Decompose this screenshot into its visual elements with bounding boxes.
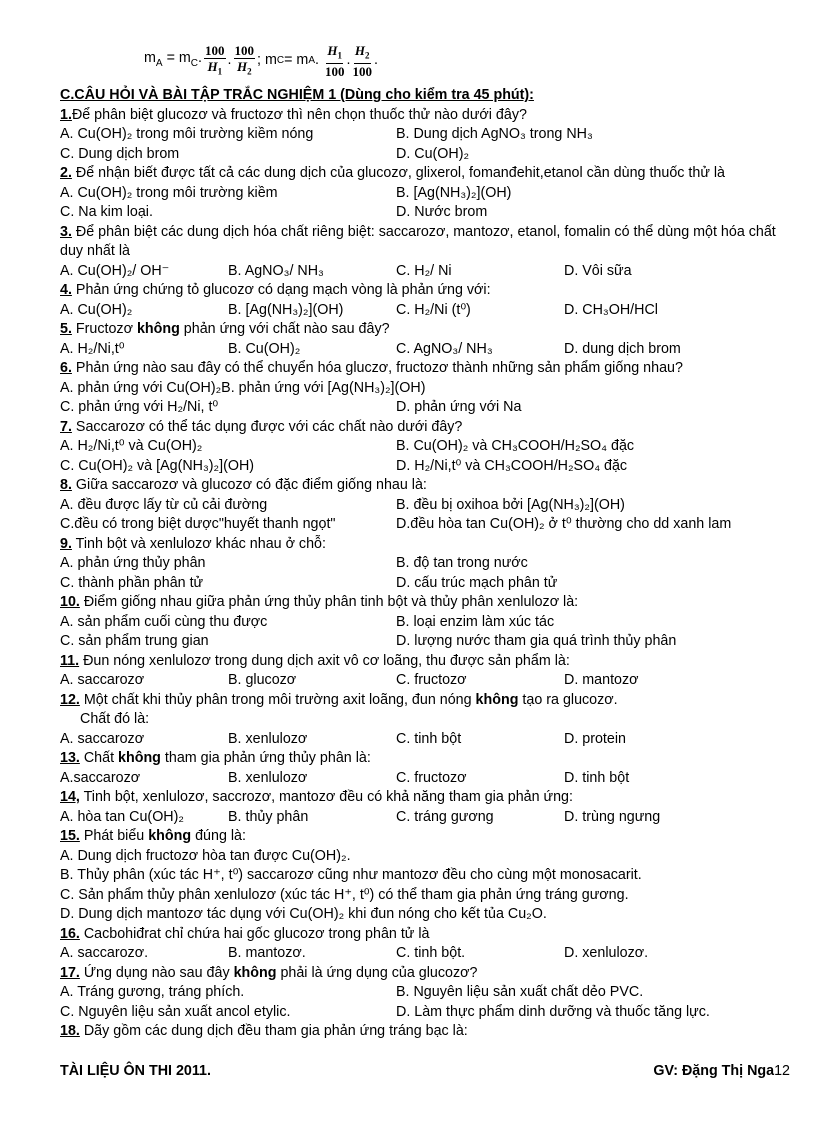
question-16: 16. Cacbohiđrat chỉ chứa hai gốc glucozơ trong phân tử là A. saccarozơ. B. mantozơ. C. tinh bột. D. xenlulozơ. [60, 925, 790, 964]
option-b: B. AgNO₃/ NH₃ [228, 262, 324, 279]
option-c: C. tinh bột [396, 730, 462, 747]
option-b: B. xenlulozơ [228, 769, 308, 786]
option-b: B. xenlulozơ [228, 730, 308, 747]
question-18: 18. Dãy gồm các dung dịch đều tham gia phản ứng tráng bạc là: [60, 1023, 468, 1039]
option-b: B. Nguyên liệu sản xuất chất dẻo PVC. [396, 984, 644, 1000]
option-b: B. Cu(OH)₂ [228, 340, 301, 357]
document-page [60, 38, 790, 1042]
option-d: D. trùng ngưng [564, 808, 661, 825]
option-c: C. phản ứng với H₂/Ni, t⁰ [60, 399, 219, 415]
question-9: 9. Tinh bột và xenlulozơ khác nhau ở chỗ: A. phản ứng thủy phân B. độ tan trong nước C. thành phần phân tử D. cấu trúc mạch phân tử [60, 535, 790, 594]
footer-author: GV: Đặng Thị Nga [653, 1063, 775, 1079]
option-a: A. Tráng gương, tráng phích. [60, 984, 245, 1000]
question-7: 7. Saccarozơ có thể tác dụng được với các chất nào dưới đây? A. H₂/Ni,t⁰ và Cu(OH)₂ B. Cu(OH)₂ và CH₃COOH/H₂SO₄ đặc C. Cu(OH)₂ và [Ag(NH₃)₂](OH) D. H₂/Ni,t⁰ và CH₃COOH/H₂SO₄ đặc [60, 418, 790, 477]
option-d: D. mantozơ [564, 672, 639, 688]
option-a: A. saccarozơ [60, 672, 145, 688]
fraction-100-h2: $\frac{100}{H_2}$ [234, 42, 254, 77]
option-d: D. phản ứng với Na [396, 399, 522, 415]
option-b: B. Cu(OH)₂ và CH₃COOH/H₂SO₄ đặc [396, 438, 635, 454]
option-c: C. Na kim loại. [60, 204, 153, 220]
option-b: B. Dung dịch AgNO₃ trong NH₃ [396, 126, 593, 142]
option-c: C. sản phẩm trung gian [60, 633, 209, 649]
option-a: A. saccarozơ. [60, 945, 149, 961]
option-b: B. độ tan trong nước [396, 555, 528, 571]
question-4: 4. Phản ứng chứng tỏ glucozơ có dạng mạch vòng là phản ứng với: A. Cu(OH)₂ B. [Ag(NH₃)₂](OH) C. H₂/Ni (t⁰) D. CH₃OH/HCl [60, 281, 790, 320]
question-10: 10. Điểm giống nhau giữa phản ứng thủy phân tinh bột và thủy phân xenlulozơ là: A. sản phẩm cuối cùng thu được B. loại enzim làm xúc tác C. sản phẩm trung gian D. lượng nước tham gia quá trình thủy phân [60, 593, 790, 652]
option-b: B. [Ag(NH₃)₂](OH) [396, 184, 512, 201]
option-d: D. CH₃OH/HCl [564, 301, 658, 318]
question-15: 15. Phát biểu không đúng là: A. Dung dịch fructozơ hòa tan được Cu(OH)₂. B. Thủy phân (xúc tác H⁺, t⁰) saccarozơ cũng như mantozơ đều cho cùng một monosacarit. C. Sản phẩm thủy phân xenlulozơ (xúc tác H⁺, t⁰) có thể tham gia phản ứng tráng gương. D. Dung dịch mantozơ tác dụng với Cu(OH)₂ khi đun nóng cho kết tủa Cu₂O. [60, 827, 790, 925]
question-17: 17. Ứng dụng nào sau đây không phải là ứng dụng của glucozơ? A. Tráng gương, tráng phích. B. Nguyên liệu sản xuất chất dẻo PVC. C. Nguyên liệu sản xuất ancol etylic. D. Làm thực phẩm dinh dưỡng và thuốc tăng lực. [60, 964, 790, 1023]
fraction-h2-100: $\frac{H_2}{100}$ [352, 42, 372, 80]
page-number: 12 [774, 1063, 790, 1079]
option-a: A. Cu(OH)₂/ OH⁻ [60, 262, 170, 279]
option-a: A. Cu(OH)₂ [60, 301, 133, 318]
option-d: D. Cu(OH)₂ [396, 145, 470, 162]
fraction-100-h1: $\frac{100}{H_1}$ [205, 42, 225, 77]
option-c: C. AgNO₃/ NH₃ [396, 340, 493, 357]
option-d: D. protein [564, 730, 626, 747]
option-c: C. H₂/ Ni [396, 262, 452, 279]
question-1: 1.Để phân biệt glucozơ và fructozơ thì nên chọn thuốc thử nào dưới đây? A. Cu(OH)₂ trong môi trường kiềm nóng B. Dung dịch AgNO₃ trong NH₃ C. Dung dịch brom D. Cu(OH)₂ [60, 106, 790, 165]
option-ab: A. phản ứng với Cu(OH)₂B. phản ứng với [Ag(NH₃)₂](OH) [60, 379, 426, 396]
question-13: 13. Chất không tham gia phản ứng thủy phân là: A.saccarozơ B. xenlulozơ C. fructozơ D. tinh bột [60, 749, 790, 788]
option-a: A. đều được lấy từ củ cải đường [60, 496, 268, 513]
option-b: B. Thủy phân (xúc tác H⁺, t⁰) saccarozơ cũng như mantozơ đều cho cùng một monosacarit. [60, 867, 642, 883]
option-d: D. Nước brom [396, 204, 488, 220]
question-8: 8. Giữa saccarozơ và glucozơ có đặc điểm giống nhau là: A. đều được lấy từ củ cải đường B. đều bị oxihoa bởi [Ag(NH₃)₂](OH) C.đều có trong biệt dược"huyết thanh ngọt" D.đều hòa tan Cu(OH)₂ ở t⁰ thường cho dd xanh lam [60, 476, 790, 535]
option-c: C. fructozơ [396, 769, 467, 786]
question-3: 3. Để phân biệt các dung dịch hóa chất riêng biệt: saccarozơ, mantozơ, etanol, fomalin có thể dùng một hóa chất duy nhất là A. Cu(OH)₂/ OH⁻ B. AgNO₃/ NH₃ C. H₂/ Ni D. Vôi sữa [60, 223, 790, 282]
option-a: A. Cu(OH)₂ trong môi trường kiềm nóng [60, 126, 314, 142]
option-d: D. Vôi sữa [564, 262, 632, 279]
option-d: D. dung dịch brom [564, 340, 681, 357]
option-d: D. xenlulozơ. [564, 945, 649, 961]
question-11: 11. Đun nóng xenlulozơ trong dung dịch axit vô cơ loãng, thu được sản phẩm là: A. saccarozơ B. glucozơ C. fructozơ D. mantozơ [60, 652, 790, 691]
footer-left: TÀI LIỆU ÔN THI 2011. [60, 1063, 211, 1079]
question-2: 2. Để nhận biết được tất cả các dung dịch của glucozơ, glixerol, fomanđehit,etanol cần dùng thuốc thử là A. Cu(OH)₂ trong môi trường kiềm B. [Ag(NH₃)₂](OH) C. Na kim loại. D. Nước brom [60, 164, 790, 223]
option-c: C. Sản phẩm thủy phân xenlulozơ (xúc tác H⁺, t⁰) có thể tham gia phản ứng tráng gương. [60, 886, 629, 903]
option-d: D. Dung dịch mantozơ tác dụng với Cu(OH)₂ khi đun nóng cho kết tủa Cu₂O. [60, 906, 547, 922]
option-a: A. H₂/Ni,t⁰ [60, 340, 125, 357]
formula-text: $m_A = m_C$. [144, 49, 203, 69]
option-c: C. tráng gương [396, 808, 494, 825]
question-6: 6. Phản ứng nào sau đây có thể chuyển hóa gluczơ, fructozơ thành những sản phẩm giống nhau? A. phản ứng với Cu(OH)₂B. phản ứng với [Ag(NH₃)₂](OH) C. phản ứng với H₂/Ni, t⁰ D. phản ứng với Na [60, 359, 790, 418]
option-a: A. Dung dịch fructozơ hòa tan được Cu(OH)₂. [60, 847, 351, 864]
option-a: A. hòa tan Cu(OH)₂ [60, 808, 184, 825]
option-a: A. H₂/Ni,t⁰ và Cu(OH)₂ [60, 438, 203, 454]
formula-line: $m_A = m_C$. $\frac{100}{H_1}$ . $\frac{100}{H_2}$ ; m C = m A . $\frac{H_1}{100}$ . $\frac{H_2}{100}$ . [144, 42, 378, 80]
option-a: A. sản phẩm cuối cùng thu được [60, 613, 268, 630]
option-c: C. Nguyên liệu sản xuất ancol etylic. [60, 1003, 291, 1020]
option-c: C.đều có trong biệt dược"huyết thanh ngọt" [60, 516, 336, 532]
option-a: A. Cu(OH)₂ trong môi trường kiềm [60, 184, 278, 201]
option-d: D. cấu trúc mạch phân tử [396, 574, 558, 591]
option-d: D. Làm thực phẩm dinh dưỡng và thuốc tăng lực. [396, 1003, 710, 1020]
option-c: C. thành phần phân tử [60, 574, 204, 591]
option-c: C. tinh bột. [396, 945, 466, 961]
option-b: B. thủy phân [228, 808, 309, 825]
question-12: 12. Một chất khi thủy phân trong môi trường axit loãng, đun nóng không tạo ra glucozơ. Chất đó là: A. saccarozơ B. xenlulozơ C. tinh bột D. protein [60, 691, 790, 750]
question-14: 14, Tinh bột, xenlulozơ, saccrozơ, mantozơ đều có khả năng tham gia phản ứng: A. hòa tan Cu(OH)₂ B. thủy phân C. tráng gương D. trùng ngưng [60, 788, 790, 827]
option-a: A.saccarozơ [60, 769, 141, 786]
option-b: B. [Ag(NH₃)₂](OH) [228, 301, 344, 318]
option-b: B. mantozơ. [228, 945, 306, 961]
section-title: C.CÂU HỎI VÀ BÀI TẬP TRẮC NGHIỆM 1 (Dùng cho kiểm tra 45 phút): [60, 87, 534, 103]
option-c: C. fructozơ [396, 672, 467, 688]
question-5: 5. Fructozơ không phản ứng với chất nào sau đây? A. H₂/Ni,t⁰ B. Cu(OH)₂ C. AgNO₃/ NH₃ D. dung dịch brom [60, 320, 790, 359]
fraction-h1-100: $\frac{H_1}{100}$ [324, 42, 345, 80]
option-c: C. Dung dịch brom [60, 145, 180, 162]
option-b: B. loại enzim làm xúc tác [396, 613, 555, 630]
option-a: A. phản ứng thủy phân [60, 555, 206, 571]
option-c: C. Cu(OH)₂ và [Ag(NH₃)₂](OH) [60, 457, 255, 474]
option-d: D.đều hòa tan Cu(OH)₂ ở t⁰ thường cho dd xanh lam [396, 516, 732, 532]
option-c: C. H₂/Ni (t⁰) [396, 301, 471, 318]
option-d: D. tinh bột [564, 769, 630, 786]
option-d: D. lượng nước tham gia quá trình thủy phân [396, 633, 677, 649]
option-b: B. đều bị oxihoa bởi [Ag(NH₃)₂](OH) [396, 496, 625, 513]
option-a: A. saccarozơ [60, 730, 145, 747]
option-d: D. H₂/Ni,t⁰ và CH₃COOH/H₂SO₄ đặc [396, 457, 628, 474]
option-b: B. glucozơ [228, 672, 297, 688]
page-footer [60, 1063, 790, 1079]
